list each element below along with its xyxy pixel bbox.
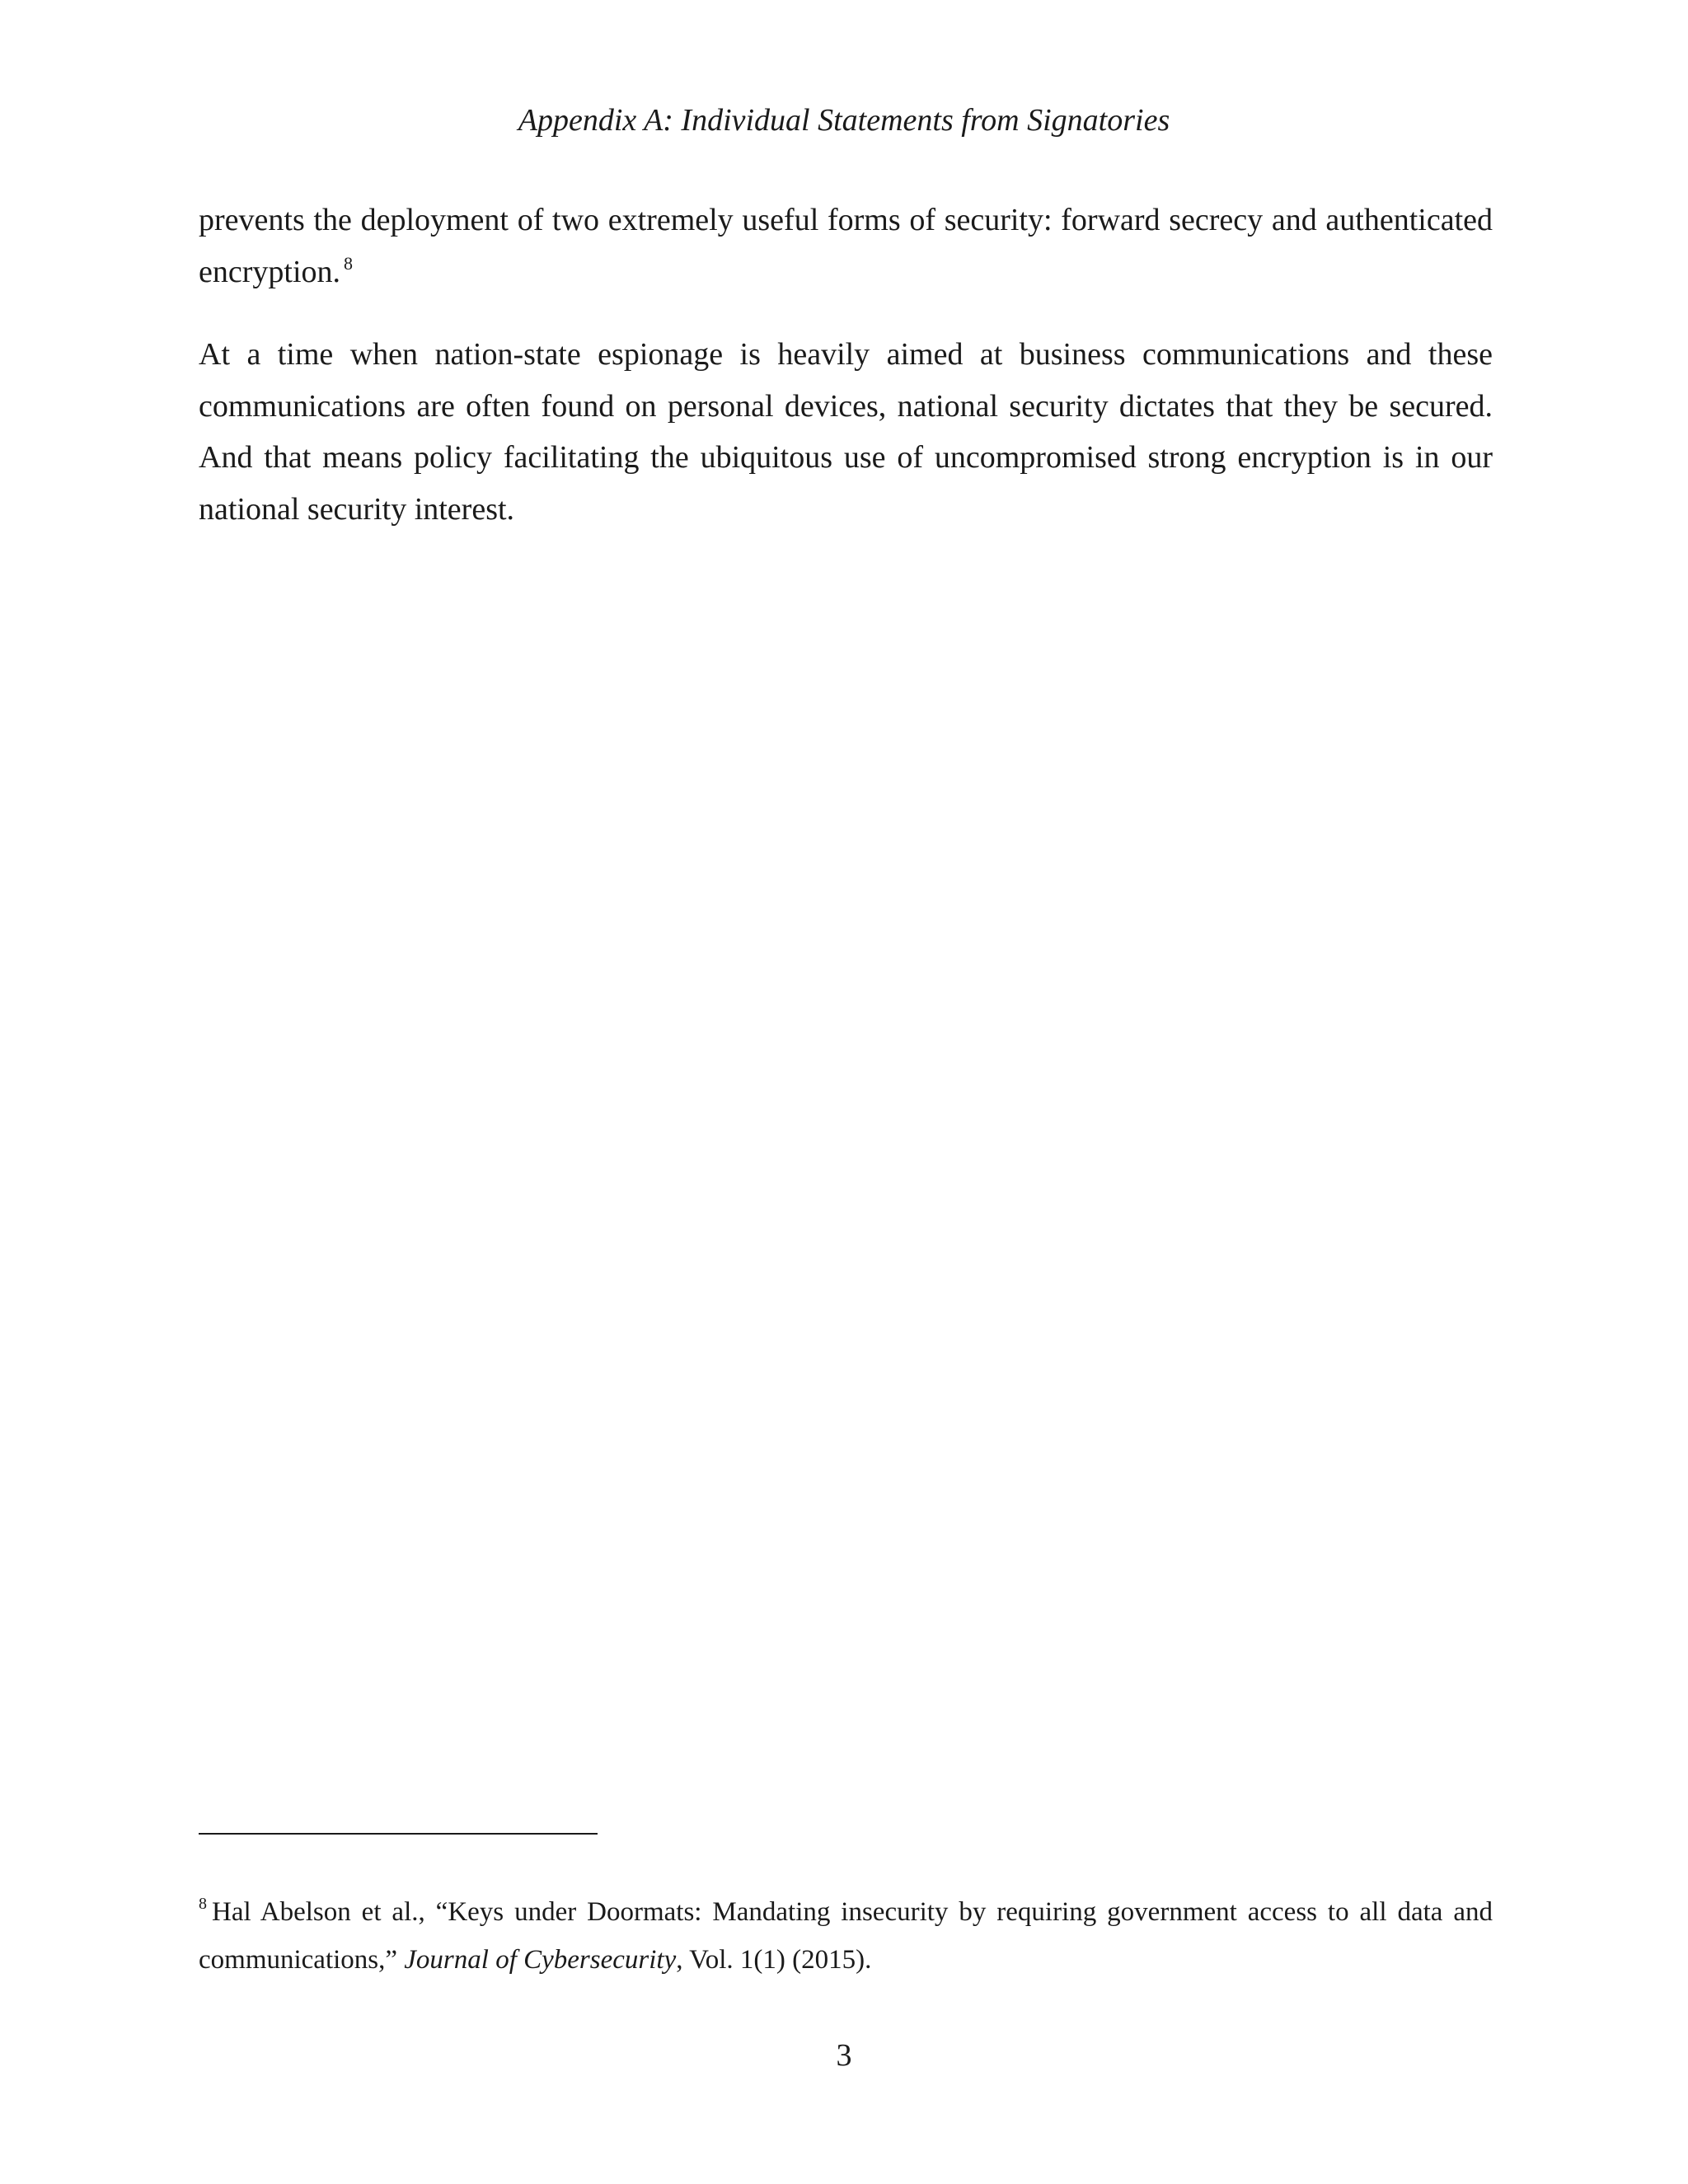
footnote-number: 8 <box>199 1895 207 1913</box>
footnote-text: Hal Abelson et al., “Keys under Doormats: Mandating insecurity by requiring government access to all data and communications,” <box>199 1897 1493 1975</box>
footnote-reference[interactable]: 8 <box>344 252 354 274</box>
body-paragraph: At a time when nation-state espionage is heavily aimed at business communications and these communications are often found on personal devices, national security dictates that they be secured. And that means policy facilitating the ubiquitous use of uncompromised strong encryption is in our national security interest. <box>199 337 1493 527</box>
footnote-journal-title: Journal of Cybersecurity <box>404 1945 677 1975</box>
body-paragraph <box>199 194 1493 298</box>
footnote <box>199 1888 1493 1984</box>
paragraph-text: prevents the deployment of two extremely useful forms of security: forward secrecy and authenticated encryption. <box>199 203 1493 289</box>
running-header: Appendix A: Individual Statements from Signatories <box>518 103 1170 138</box>
page-number: 3 <box>836 2038 852 2073</box>
footnote-text-end: , Vol. 1(1) (2015). <box>676 1945 872 1975</box>
footnote-separator <box>199 1833 598 1835</box>
